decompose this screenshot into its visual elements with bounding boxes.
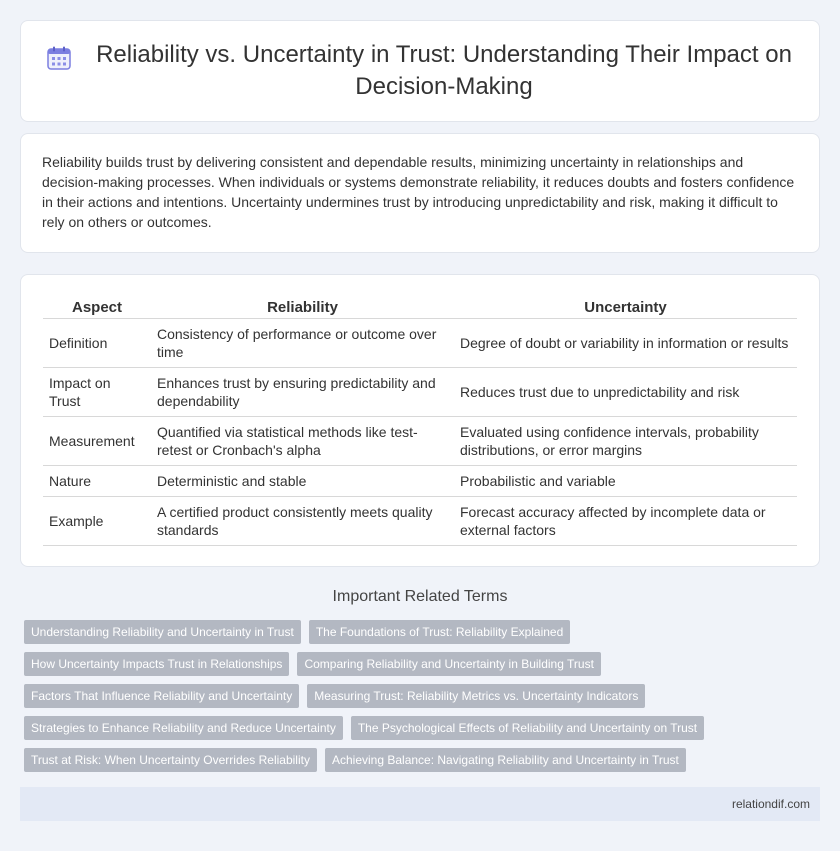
table-row	[43, 466, 797, 497]
calendar-icon	[46, 45, 72, 71]
uncertainty-cell: Degree of doubt or variability in information or results	[454, 319, 797, 368]
header-reliability: Reliability	[151, 295, 454, 319]
uncertainty-cell: Reduces trust due to unpredictability and risk	[454, 368, 797, 417]
aspect-cell: Example	[43, 497, 151, 546]
aspect-cell: Impact on Trust	[43, 368, 151, 417]
title-card	[20, 20, 820, 122]
related-term-tag[interactable]: Trust at Risk: When Uncertainty Overrides Reliability	[24, 748, 317, 772]
reliability-cell: Consistency of performance or outcome over time	[151, 319, 454, 368]
table-row	[43, 497, 797, 546]
aspect-cell: Nature	[43, 466, 151, 497]
related-term-tag[interactable]: Factors That Influence Reliability and Uncertainty	[24, 684, 299, 708]
related-term-tag[interactable]: The Psychological Effects of Reliability and Uncertainty on Trust	[351, 716, 704, 740]
intro-text: Reliability builds trust by delivering consistent and dependable results, minimizing uncertainty in relationships and decision-making processes. When individuals or systems demonstrate reliability, it reduces doubts and fosters confidence in their actions and intentions. Uncertainty undermines trust by introducing unpredictability and risk, making it difficult to rely on others or outcomes.	[42, 154, 795, 230]
related-term-tag[interactable]: Understanding Reliability and Uncertainty in Trust	[24, 620, 301, 644]
page-title: Reliability vs. Uncertainty in Trust: Understanding Their Impact on Decision-Making	[96, 41, 792, 100]
uncertainty-cell: Evaluated using confidence intervals, probability distributions, or error margins	[454, 417, 797, 466]
aspect-cell: Definition	[43, 319, 151, 368]
related-term-tag[interactable]: How Uncertainty Impacts Trust in Relationships	[24, 652, 289, 676]
intro-card	[20, 133, 820, 253]
related-term-tag[interactable]: Achieving Balance: Navigating Reliability and Uncertainty in Trust	[325, 748, 686, 772]
related-term-tag[interactable]: Measuring Trust: Reliability Metrics vs. Uncertainty Indicators	[307, 684, 645, 708]
reliability-cell: Deterministic and stable	[151, 466, 454, 497]
reliability-cell: Quantified via statistical methods like test-retest or Cronbach's alpha	[151, 417, 454, 466]
site-link[interactable]: relationdif.com	[731, 797, 810, 811]
table-row	[43, 368, 797, 417]
footer	[20, 787, 820, 821]
uncertainty-cell: Forecast accuracy affected by incomplete data or external factors	[454, 497, 797, 546]
uncertainty-cell: Probabilistic and variable	[454, 466, 797, 497]
comparison-card	[20, 274, 820, 567]
related-term-tag[interactable]: Comparing Reliability and Uncertainty in Building Trust	[297, 652, 600, 676]
reliability-cell: Enhances trust by ensuring predictability and dependability	[151, 368, 454, 417]
table-row	[43, 417, 797, 466]
header-aspect: Aspect	[43, 295, 151, 319]
aspect-cell: Measurement	[43, 417, 151, 466]
related-terms-heading: Important Related Terms	[332, 588, 508, 605]
comparison-table	[43, 295, 797, 546]
related-term-tag[interactable]: The Foundations of Trust: Reliability Explained	[309, 620, 570, 644]
reliability-cell: A certified product consistently meets quality standards	[151, 497, 454, 546]
related-term-tag[interactable]: Strategies to Enhance Reliability and Reduce Uncertainty	[24, 716, 343, 740]
table-row	[43, 319, 797, 368]
related-terms	[24, 620, 824, 780]
table-header-row	[43, 295, 797, 319]
header-uncertainty: Uncertainty	[454, 295, 797, 319]
